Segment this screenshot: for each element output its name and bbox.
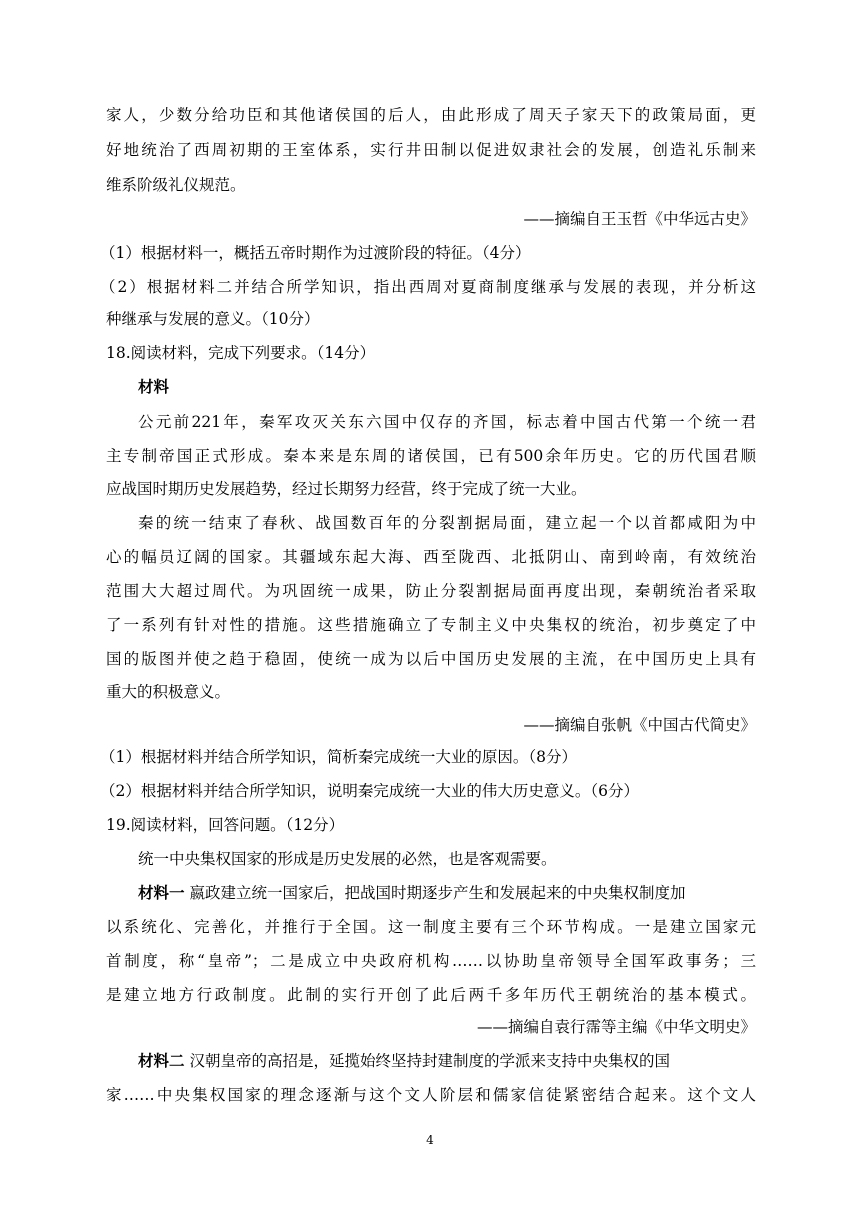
source-citation: ——摘编自王玉哲《中华远古史》 (523, 210, 756, 228)
paragraph-line: 维系阶级礼仪规范。 (106, 176, 246, 194)
sub-question: （1）根据材料并结合所学知识，简析秦完成统一大业的原因。（8分） (100, 748, 577, 766)
paragraph-line: 好地统治了西周初期的王室体系，实行井田制以促进奴隶社会的发展，创造礼乐制来 (106, 141, 756, 159)
source-citation: ——摘编自张帆《中国古代简史》 (523, 716, 756, 734)
paragraph-line: 公元前221年，秦军攻灭关东六国中仅存的齐国，标志着中国古代第一个统一君 (138, 413, 756, 431)
paragraph-line: 范围大大超过周代。为巩固统一成果，防止分裂割据局面再度出现，秦朝统治者采取 (106, 582, 756, 600)
sub-question: （2）根据材料并结合所学知识，说明秦完成统一大业的伟大历史意义。（6分） (100, 782, 639, 800)
material-text: 嬴政建立统一国家后，把战国时期逐步产生和发展起来的中央集权制度加 (189, 884, 686, 902)
material-text: 汉朝皇帝的高招是，延揽始终坚持封建制度的学派来支持中央集权的国 (189, 1052, 670, 1070)
paragraph-line: 家……中央集权国家的理念逐渐与这个文人阶层和儒家信徒紧密结合起来。这个文人 (106, 1086, 756, 1104)
paragraph-line: 了一系列有针对性的措施。这些措施确立了专制主义中央集权的统治，初步奠定了中 (106, 616, 756, 634)
paragraph-line: 以系统化、完善化，并推行于全国。这一制度主要有三个环节构成。一是建立国家元 (106, 918, 756, 936)
source-citation: ——摘编自袁行霈等主编《中华文明史》 (476, 1018, 756, 1036)
sub-question: （2）根据材料二并结合所学知识，指出西周对夏商制度继承与发展的表现，并分析这 (100, 278, 756, 296)
paragraph-line: 重大的积极意义。 (106, 683, 231, 701)
material-label: 材料一 (138, 883, 185, 902)
paragraph-line: 秦的统一结束了春秋、战国数百年的分裂割据局面，建立起一个以首都咸阳为中 (138, 514, 756, 532)
sub-question: （1）根据材料一，概括五帝时期作为过渡阶段的特征。（4分） (100, 244, 531, 262)
sub-question-continuation: 种继承与发展的意义。（10分） (106, 310, 320, 328)
paragraph-line: 心的幅员辽阔的国家。其疆域东起大海、西至陇西、北抵阴山、南到岭南，有效统治 (106, 548, 756, 566)
paragraph-line: 是建立地方行政制度。此制的实行开创了此后两千多年历代王朝统治的基本模式。 (106, 986, 756, 1004)
question-heading: 18.阅读材料，完成下列要求。（14分） (106, 344, 376, 362)
intro-line: 统一中央集权国家的形成是历史发展的必然，也是客观需要。 (138, 850, 557, 868)
material-two-first-line (106, 1046, 756, 1076)
material-label: 材料 (138, 377, 170, 396)
page-number: 4 (426, 1133, 434, 1147)
paragraph-line: 首制度，称“皇帝”；二是成立中央政府机构……以协助皇帝领导全国军政事务；三 (106, 952, 756, 970)
paragraph-line: 主专制帝国正式形成。秦本来是东周的诸侯国，已有500余年历史。它的历代国君顺 (106, 447, 756, 465)
paragraph-line: 国的版图并使之趋于稳固，使统一成为以后中国历史发展的主流，在中国历史上具有 (106, 650, 756, 668)
paragraph-line: 应战国时期历史发展趋势，经过长期努力经营，终于完成了统一大业。 (106, 480, 587, 498)
question-heading: 19.阅读材料，回答问题。（12分） (106, 816, 345, 834)
material-one-first-line (106, 878, 756, 908)
material-label: 材料二 (138, 1051, 185, 1070)
paragraph-line: 家人，少数分给功臣和其他诸侯国的后人，由此形成了周天子家天下的政策局面，更 (106, 106, 756, 124)
